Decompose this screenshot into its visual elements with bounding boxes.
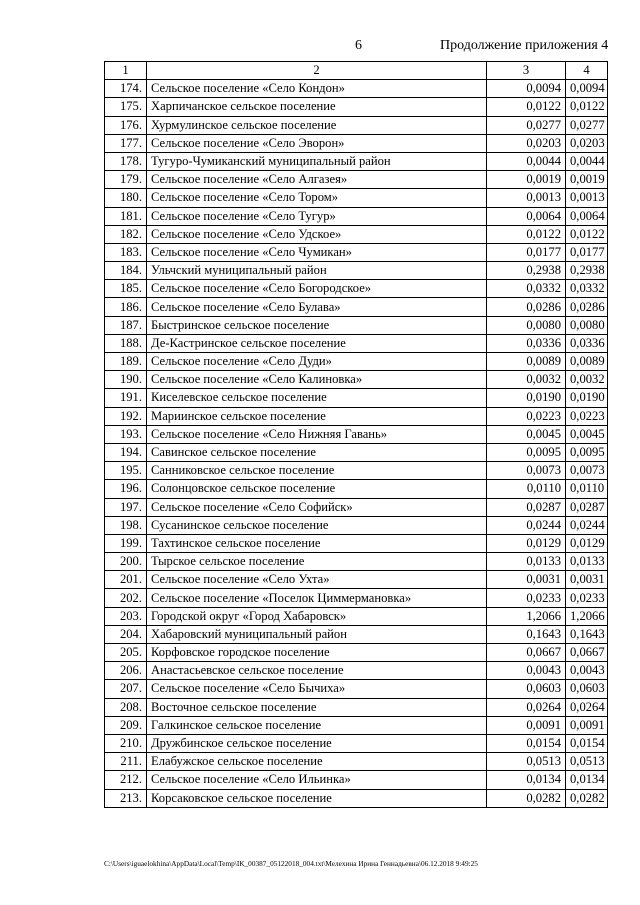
table-row (105, 516, 608, 534)
value-column-3: 0,0603 (487, 680, 566, 698)
municipality-name: Тырское сельское поселение (147, 553, 487, 571)
value-column-3: 0,0043 (487, 662, 566, 680)
row-number: 183. (105, 243, 147, 261)
table-row (105, 534, 608, 552)
municipality-name: Сельское поселение «Село Нижняя Гавань» (147, 425, 487, 443)
table-row (105, 425, 608, 443)
value-column-4: 0,0044 (566, 152, 608, 170)
value-column-3: 0,0094 (487, 80, 566, 98)
value-column-4: 0,0244 (566, 516, 608, 534)
municipality-name: Сельское поселение «Село Софийск» (147, 498, 487, 516)
value-column-3: 0,0332 (487, 280, 566, 298)
row-number: 180. (105, 189, 147, 207)
table-row (105, 98, 608, 116)
value-column-4: 0,0094 (566, 80, 608, 98)
municipality-name: Сельское поселение «Село Эворон» (147, 134, 487, 152)
row-number: 188. (105, 334, 147, 352)
value-column-4: 0,0190 (566, 389, 608, 407)
municipality-name: Сельское поселение «Село Кондон» (147, 80, 487, 98)
row-number: 213. (105, 789, 147, 807)
row-number: 187. (105, 316, 147, 334)
table-row (105, 734, 608, 752)
row-number: 197. (105, 498, 147, 516)
table-header-row (105, 62, 608, 80)
municipality-name: Санниковское сельское поселение (147, 462, 487, 480)
municipality-name: Сусанинское сельское поселение (147, 516, 487, 534)
table-row (105, 407, 608, 425)
value-column-4: 0,0013 (566, 189, 608, 207)
table-row (105, 571, 608, 589)
value-column-4: 0,0032 (566, 371, 608, 389)
table-row (105, 680, 608, 698)
value-column-4: 0,0089 (566, 353, 608, 371)
value-column-4: 1,2066 (566, 607, 608, 625)
value-column-4: 0,0110 (566, 480, 608, 498)
value-column-3: 0,0282 (487, 789, 566, 807)
row-number: 211. (105, 753, 147, 771)
value-column-4: 0,0019 (566, 171, 608, 189)
value-column-3: 0,0134 (487, 771, 566, 789)
municipality-name: Тугуро-Чумиканский муниципальный район (147, 152, 487, 170)
municipality-name: Сельское поселение «Поселок Циммермановка» (147, 589, 487, 607)
table-row (105, 353, 608, 371)
municipality-name: Сельское поселение «Село Алгазея» (147, 171, 487, 189)
table-row (105, 189, 608, 207)
table-row (105, 443, 608, 461)
table-row (105, 589, 608, 607)
row-number: 184. (105, 262, 147, 280)
value-column-3: 0,0223 (487, 407, 566, 425)
value-column-4: 0,0031 (566, 571, 608, 589)
table-row (105, 371, 608, 389)
row-number: 195. (105, 462, 147, 480)
value-column-3: 0,0286 (487, 298, 566, 316)
footer-file-path: C:\Users\iguaelokhina\AppData\Local\Temp\IK_00387_05122018_004.txt\Мелехина Ирина Геннадьевна\06.12.2018 9:49:25 (104, 859, 478, 868)
value-column-4: 0,0286 (566, 298, 608, 316)
municipality-name: Корсаковское сельское поселение (147, 789, 487, 807)
municipality-name: Сельское поселение «Село Богородское» (147, 280, 487, 298)
row-number: 181. (105, 207, 147, 225)
value-column-3: 0,0032 (487, 371, 566, 389)
table-row (105, 789, 608, 807)
table-row (105, 134, 608, 152)
row-number: 208. (105, 698, 147, 716)
value-column-4: 0,0177 (566, 243, 608, 261)
table-row (105, 498, 608, 516)
row-number: 204. (105, 625, 147, 643)
municipality-name: Солонцовское сельское поселение (147, 480, 487, 498)
row-number: 212. (105, 771, 147, 789)
value-column-4: 0,0513 (566, 753, 608, 771)
value-column-4: 0,0282 (566, 789, 608, 807)
municipality-name: Мариинское сельское поселение (147, 407, 487, 425)
value-column-3: 0,0336 (487, 334, 566, 352)
value-column-3: 0,0513 (487, 753, 566, 771)
row-number: 200. (105, 553, 147, 571)
municipality-name: Корфовское городское поселение (147, 644, 487, 662)
table-row (105, 389, 608, 407)
municipality-name: Де-Кастринское сельское поселение (147, 334, 487, 352)
municipality-name: Сельское поселение «Село Дуди» (147, 353, 487, 371)
table-row (105, 607, 608, 625)
row-number: 174. (105, 80, 147, 98)
table-row (105, 280, 608, 298)
value-column-3: 0,0264 (487, 698, 566, 716)
value-column-3: 0,0133 (487, 553, 566, 571)
row-number: 175. (105, 98, 147, 116)
value-column-4: 0,0667 (566, 644, 608, 662)
table-row (105, 753, 608, 771)
row-number: 192. (105, 407, 147, 425)
value-column-3: 0,0089 (487, 353, 566, 371)
row-number: 191. (105, 389, 147, 407)
municipality-name: Галкинское сельское поселение (147, 716, 487, 734)
table-row (105, 480, 608, 498)
table-row (105, 116, 608, 134)
value-column-4: 0,0154 (566, 734, 608, 752)
value-column-4: 0,0064 (566, 207, 608, 225)
value-column-4: 0,0203 (566, 134, 608, 152)
value-column-4: 0,2938 (566, 262, 608, 280)
value-column-4: 0,0091 (566, 716, 608, 734)
value-column-3: 0,0190 (487, 389, 566, 407)
row-number: 178. (105, 152, 147, 170)
table-row (105, 171, 608, 189)
municipality-name: Тахтинское сельское поселение (147, 534, 487, 552)
row-number: 185. (105, 280, 147, 298)
value-column-4: 0,0233 (566, 589, 608, 607)
row-number: 209. (105, 716, 147, 734)
value-column-4: 0,0080 (566, 316, 608, 334)
municipality-name: Сельское поселение «Село Удское» (147, 225, 487, 243)
value-column-4: 0,0122 (566, 98, 608, 116)
table-row (105, 716, 608, 734)
value-column-4: 0,0133 (566, 553, 608, 571)
municipality-name: Сельское поселение «Село Чумикан» (147, 243, 487, 261)
row-number: 182. (105, 225, 147, 243)
value-column-4: 0,0223 (566, 407, 608, 425)
row-number: 207. (105, 680, 147, 698)
value-column-4: 0,0129 (566, 534, 608, 552)
row-number: 202. (105, 589, 147, 607)
value-column-4: 0,0122 (566, 225, 608, 243)
row-number: 201. (105, 571, 147, 589)
value-column-3: 0,0045 (487, 425, 566, 443)
column-header-3: 3 (487, 62, 566, 80)
row-number: 203. (105, 607, 147, 625)
table-row (105, 462, 608, 480)
column-header-2: 2 (147, 62, 487, 80)
table-row (105, 316, 608, 334)
municipality-name: Быстринское сельское поселение (147, 316, 487, 334)
value-column-3: 0,0177 (487, 243, 566, 261)
value-column-4: 0,1643 (566, 625, 608, 643)
table-row (105, 225, 608, 243)
row-number: 198. (105, 516, 147, 534)
value-column-3: 0,0154 (487, 734, 566, 752)
value-column-3: 1,2066 (487, 607, 566, 625)
value-column-3: 0,0095 (487, 443, 566, 461)
value-column-4: 0,0603 (566, 680, 608, 698)
table-row (105, 80, 608, 98)
municipality-name: Харпичанское сельское поселение (147, 98, 487, 116)
row-number: 186. (105, 298, 147, 316)
table-row (105, 553, 608, 571)
municipality-name: Сельское поселение «Село Ильинка» (147, 771, 487, 789)
value-column-4: 0,0045 (566, 425, 608, 443)
value-column-3: 0,0203 (487, 134, 566, 152)
column-header-1: 1 (105, 62, 147, 80)
municipality-name: Ульчский муниципальный район (147, 262, 487, 280)
column-header-4: 4 (566, 62, 608, 80)
value-column-3: 0,0064 (487, 207, 566, 225)
value-column-4: 0,0043 (566, 662, 608, 680)
value-column-4: 0,0332 (566, 280, 608, 298)
municipality-name: Елабужское сельское поселение (147, 753, 487, 771)
value-column-3: 0,0287 (487, 498, 566, 516)
municipality-name: Восточное сельское поселение (147, 698, 487, 716)
value-column-3: 0,0044 (487, 152, 566, 170)
row-number: 177. (105, 134, 147, 152)
municipality-name: Сельское поселение «Село Калиновка» (147, 371, 487, 389)
row-number: 193. (105, 425, 147, 443)
table-row (105, 771, 608, 789)
table-row (105, 334, 608, 352)
row-number: 196. (105, 480, 147, 498)
table-row (105, 644, 608, 662)
municipality-name: Городской округ «Город Хабаровск» (147, 607, 487, 625)
value-column-4: 0,0073 (566, 462, 608, 480)
table-row (105, 243, 608, 261)
value-column-3: 0,0122 (487, 225, 566, 243)
municipality-name: Савинское сельское поселение (147, 443, 487, 461)
row-number: 199. (105, 534, 147, 552)
municipality-name: Хурмулинское сельское поселение (147, 116, 487, 134)
value-column-3: 0,0110 (487, 480, 566, 498)
municipality-name: Сельское поселение «Село Булава» (147, 298, 487, 316)
municipality-name: Киселевское сельское поселение (147, 389, 487, 407)
table-row (105, 262, 608, 280)
value-column-3: 0,0091 (487, 716, 566, 734)
municipality-name: Сельское поселение «Село Ухта» (147, 571, 487, 589)
row-number: 210. (105, 734, 147, 752)
table-row (105, 152, 608, 170)
continuation-heading: Продолжение приложения 4 (440, 38, 609, 53)
value-column-3: 0,0031 (487, 571, 566, 589)
table-row (105, 298, 608, 316)
value-column-3: 0,0667 (487, 644, 566, 662)
value-column-4: 0,0095 (566, 443, 608, 461)
appendix-table (104, 61, 608, 808)
value-column-4: 0,0277 (566, 116, 608, 134)
page-number: 6 (355, 38, 362, 53)
value-column-3: 0,0080 (487, 316, 566, 334)
row-number: 189. (105, 353, 147, 371)
municipality-name: Дружбинское сельское поселение (147, 734, 487, 752)
row-number: 176. (105, 116, 147, 134)
municipality-name: Хабаровский муниципальный район (147, 625, 487, 643)
municipality-name: Сельское поселение «Село Тором» (147, 189, 487, 207)
value-column-3: 0,0122 (487, 98, 566, 116)
row-number: 205. (105, 644, 147, 662)
row-number: 190. (105, 371, 147, 389)
municipality-name: Сельское поселение «Село Тугур» (147, 207, 487, 225)
value-column-4: 0,0336 (566, 334, 608, 352)
table-row (105, 207, 608, 225)
value-column-3: 0,0013 (487, 189, 566, 207)
value-column-3: 0,0233 (487, 589, 566, 607)
row-number: 206. (105, 662, 147, 680)
value-column-4: 0,0264 (566, 698, 608, 716)
value-column-4: 0,0134 (566, 771, 608, 789)
value-column-3: 0,0019 (487, 171, 566, 189)
value-column-3: 0,0244 (487, 516, 566, 534)
value-column-3: 0,2938 (487, 262, 566, 280)
row-number: 194. (105, 443, 147, 461)
table-row (105, 625, 608, 643)
table-row (105, 662, 608, 680)
table-row (105, 698, 608, 716)
municipality-name: Анастасьевское сельское поселение (147, 662, 487, 680)
value-column-3: 0,1643 (487, 625, 566, 643)
value-column-3: 0,0073 (487, 462, 566, 480)
row-number: 179. (105, 171, 147, 189)
value-column-4: 0,0287 (566, 498, 608, 516)
value-column-3: 0,0129 (487, 534, 566, 552)
municipality-name: Сельское поселение «Село Бычиха» (147, 680, 487, 698)
value-column-3: 0,0277 (487, 116, 566, 134)
